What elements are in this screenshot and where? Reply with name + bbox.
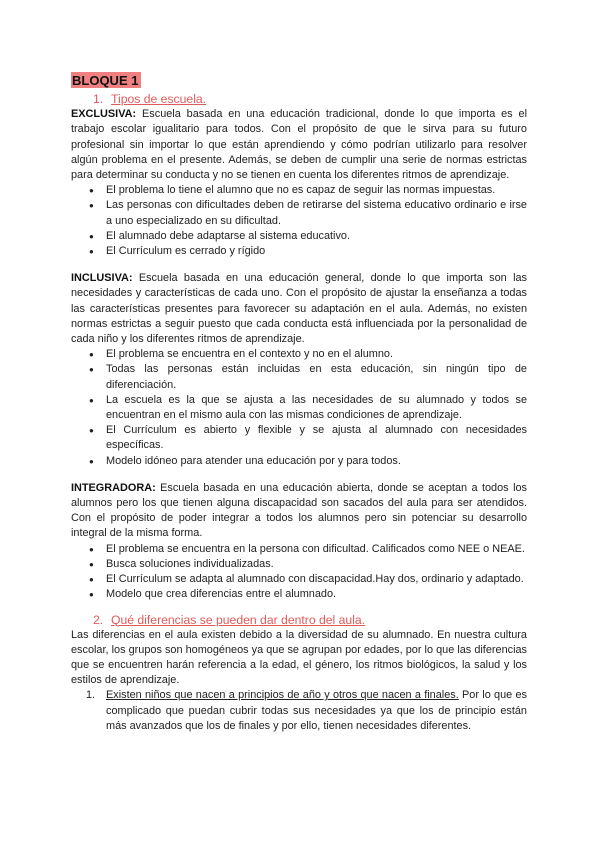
exclusiva-text: Escuela basada en una educación tradicional, donde lo que importa es el trabajo escolar igualitario para todos. Con el propósito de que le sirva para su futuro profesional sin importar lo que están aprendiendo y cómo podrían utilizarlo para resolver algún problema en el presente. Además, se deben de cumplir una serie de normas estrictas para determinar su conducta y no se tienen en cuenta los diferentes ritmos de aprendizaje.: [71, 108, 527, 182]
list-item: ● El Currículum se adapta al alumnado con discapacidad.Hay dos, ordinario y adaptado.: [106, 572, 527, 587]
list-item: ● El problema se encuentra en la persona con dificultad. Calificados como NEE o NEAE.: [106, 542, 527, 557]
document-content: [71, 72, 527, 734]
list-item-text: Por lo que es complicado que puedan cubrir todas sus necesidades ya que los de principio están más avanzados que los de finales y por ello, tienen necesidades diferentes.: [106, 689, 527, 732]
list-item: ● El Currículum es abierto y flexible y se ajusta al alumnado con necesidades específicas.: [106, 423, 527, 453]
exclusiva-bullets: [71, 183, 527, 259]
list-item: ● Busca soluciones individualizadas.: [106, 557, 527, 572]
list-item: ● Las personas con dificultades deben de retirarse del sistema educativo ordinario e irse a uno especializado en su dificultad.: [106, 198, 527, 228]
section-2-heading: [93, 612, 527, 628]
integradora-bullets: [71, 542, 527, 603]
section-2-numbered-list: [71, 688, 527, 734]
inclusiva-bullets: [71, 347, 527, 469]
list-item: ● El problema se encuentra en el contexto y no en el alumno.: [106, 347, 527, 362]
list-item: ● El Currículum es cerrado y rígido: [106, 244, 527, 259]
inclusiva-paragraph: [71, 271, 527, 347]
list-item: ● El problema lo tiene el alumno que no es capaz de seguir las normas impuestas.: [106, 183, 527, 198]
list-item: ● El alumnado debe adaptarse al sistema educativo.: [106, 229, 527, 244]
list-item: [86, 688, 527, 734]
list-item: ● La escuela es la que se ajusta a las necesidades de su alumnado y todos se encuentran en el mismo aula con las mismas condiciones de aprendizaje.: [106, 393, 527, 423]
section-2-number: 2.: [93, 612, 104, 627]
list-item: ● Modelo que crea diferencias entre el alumnado.: [106, 587, 527, 602]
section-2-title: Qué diferencias se pueden dar dentro del aula.: [111, 612, 366, 627]
integradora-label: INTEGRADORA:: [71, 481, 156, 494]
inclusiva-text: Escuela basada en una educación general, donde lo que importa son las necesidades y características de cada uno. Con el propósito de ajustar la enseñanza a todas las características presentes para favorecer su adaptación en el aula. Además, no existen normas estrictas a seguir puesto que cada conducta está influenciada por la personalidad de cada niño y los diferentes ritmos de aprendizaje.: [71, 272, 527, 346]
section-1-heading: [93, 91, 527, 107]
integradora-text: Escuela basada en una educación abierta, donde se aceptan a todos los alumnos pero los que tienen alguna discapacidad son sacados del aula para ser atendidos. Con el propósito de poder integrar a todos los alumnos pero sin potenciar su desarrollo integral de la misma forma.: [71, 481, 527, 540]
list-item: ● Modelo idóneo para atender una educación por y para todos.: [106, 454, 527, 469]
list-item-underlined: Existen niños que nacen a principios de año y otros que nacen a finales.: [106, 689, 459, 702]
block-title: BLOQUE 1: [71, 72, 141, 88]
section-1-number: 1.: [93, 92, 104, 107]
exclusiva-paragraph: [71, 107, 527, 183]
integradora-paragraph: [71, 481, 527, 542]
section-1-title: Tipos de escuela.: [111, 92, 207, 107]
list-item-number: 1.: [86, 689, 96, 702]
inclusiva-label: INCLUSIVA:: [71, 272, 133, 285]
exclusiva-label: EXCLUSIVA:: [71, 108, 137, 121]
section-2-paragraph: Las diferencias en el aula existen debido a la diversidad de su alumnado. En nuestra cultura escolar, los grupos son homogéneos ya que se agrupan por edades, por lo que las diferencias que se encuentren harán referencia a la edad, el género, los ritmos biológicos, la salud y los estilos de aprendizaje.: [71, 628, 527, 687]
list-item: ● Todas las personas están incluidas en esta educación, sin ningún tipo de diferenciación.: [106, 362, 527, 392]
